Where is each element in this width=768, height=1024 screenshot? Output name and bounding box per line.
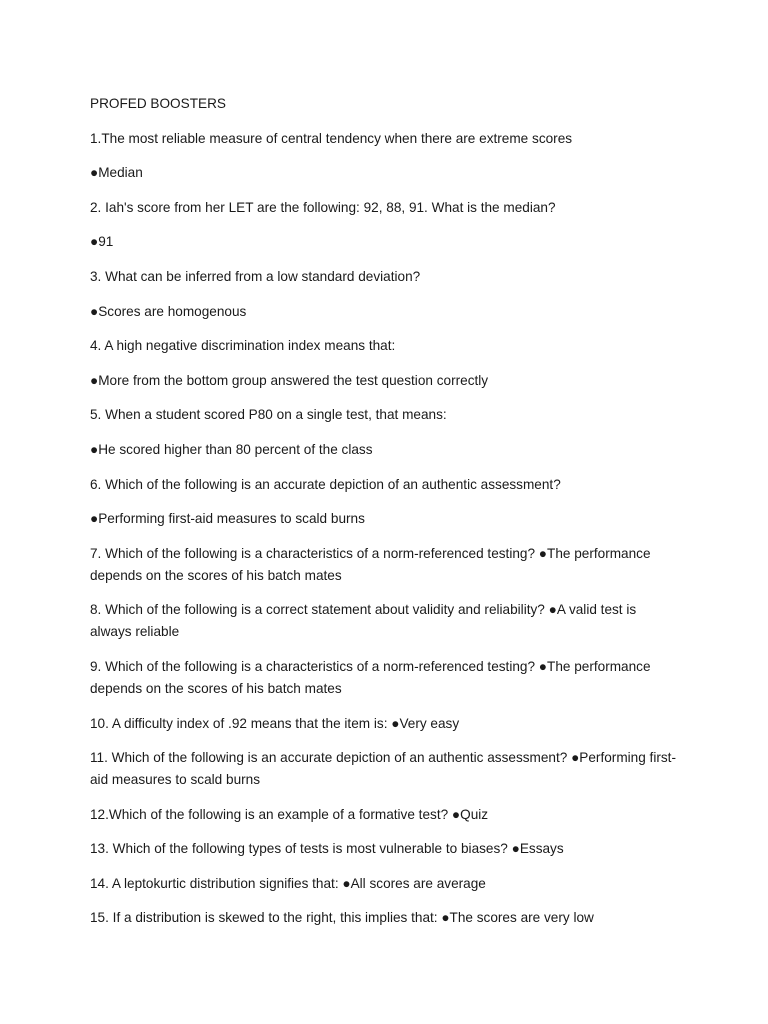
question-5: 5. When a student scored P80 on a single test, that means: (90, 407, 447, 423)
question-11: 11. Which of the following is an accurate depiction of an authentic assessment? ●Performing first-aid measures to scald burns (90, 750, 676, 788)
question-12: 12.Which of the following is an example of a formative test? ●Quiz (90, 806, 489, 822)
question-7: 7. Which of the following is a characteristics of a norm-referenced testing? ●The performance depends on the scores of his batch mates (90, 545, 651, 583)
question-10: 10. A difficulty index of .92 means that the item is: ●Very easy (90, 715, 460, 731)
question-4: 4. A high negative discrimination index means that: (90, 338, 396, 354)
answer-6: ●Performing first-aid measures to scald burns (90, 511, 365, 527)
question-1: 1.The most reliable measure of central tendency when there are extreme scores (90, 130, 573, 146)
answer-3: ●Scores are homogenous (90, 303, 247, 319)
question-2: 2. Iah's score from her LET are the following: 92, 88, 91. What is the median? (90, 199, 556, 215)
document-page (90, 93, 680, 942)
question-14: 14. A leptokurtic distribution signifies that: ●All scores are average (90, 875, 486, 891)
question-15: 15. If a distribution is skewed to the right, this implies that: ●The scores are very low (90, 910, 594, 926)
question-8: 8. Which of the following is a correct statement about validity and reliability? ●A valid test is always reliable (90, 602, 637, 640)
answer-2: ●91 (90, 234, 114, 250)
question-3: 3. What can be inferred from a low standard deviation? (90, 268, 421, 284)
document-title: PROFED BOOSTERS (90, 96, 226, 111)
answer-1: ●Median (90, 165, 143, 181)
answer-4: ●More from the bottom group answered the test question correctly (90, 372, 489, 388)
question-6: 6. Which of the following is an accurate depiction of an authentic assessment? (90, 476, 561, 492)
question-9: 9. Which of the following is a characteristics of a norm-referenced testing? ●The performance depends on the scores of his batch mates (90, 658, 651, 696)
answer-5: ●He scored higher than 80 percent of the class (90, 441, 373, 457)
question-13: 13. Which of the following types of tests is most vulnerable to biases? ●Essays (90, 841, 564, 857)
